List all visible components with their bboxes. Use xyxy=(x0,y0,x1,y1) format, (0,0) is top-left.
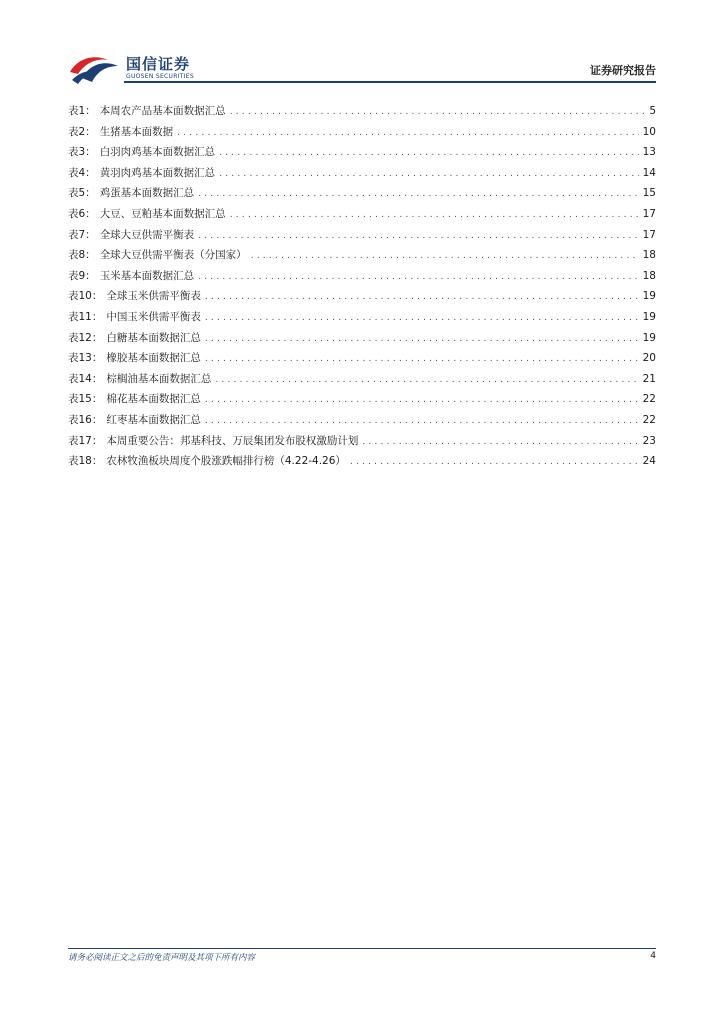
toc-entry-title: 橡胶基本面数据汇总 xyxy=(106,352,201,365)
toc-entry-page: 20 xyxy=(642,352,656,365)
toc-entry-page: 15 xyxy=(642,187,656,200)
toc-entry-label: 表3： xyxy=(68,146,96,159)
toc-entry-label: 表14： xyxy=(68,372,103,385)
toc-entry-title: 农林牧渔板块周度个股涨跌幅排行榜（4.22-4.26） xyxy=(106,455,346,468)
footer-divider xyxy=(68,948,656,949)
toc-entry[interactable] xyxy=(68,245,656,266)
header-divider xyxy=(124,81,656,83)
toc-entry-label: 表18： xyxy=(68,455,103,468)
toc-entry-label: 表4： xyxy=(68,166,96,179)
toc-entry[interactable] xyxy=(68,431,656,452)
toc-dot-leader xyxy=(230,205,639,226)
toc-entry-page: 23 xyxy=(642,434,656,447)
report-type-label: 证券研究报告 xyxy=(590,64,656,77)
toc-entry-page: 13 xyxy=(642,146,656,159)
toc-entry-label: 表11： xyxy=(68,310,103,323)
toc-entry[interactable] xyxy=(68,369,656,390)
toc-entry-title: 本周农产品基本面数据汇总 xyxy=(99,105,226,117)
toc-entry[interactable] xyxy=(68,142,656,163)
toc-entry[interactable] xyxy=(68,410,656,431)
toc-entry-title: 全球玉米供需平衡表 xyxy=(106,290,201,303)
toc-entry-title: 棉花基本面数据汇总 xyxy=(106,393,201,406)
toc-entry-title: 玉米基本面数据汇总 xyxy=(99,269,195,282)
toc-entry-label: 表7： xyxy=(68,228,96,241)
toc-entry-label: 表2： xyxy=(68,125,96,138)
toc-entry-title: 全球大豆供需平衡表（分国家） xyxy=(99,249,247,262)
toc-entry-page: 21 xyxy=(642,372,656,385)
toc-entry-label: 表1： xyxy=(68,105,96,117)
toc-dot-leader xyxy=(205,329,639,350)
toc-dot-leader xyxy=(219,143,638,164)
toc-entry[interactable] xyxy=(68,163,656,184)
toc-entry-page: 19 xyxy=(642,310,656,323)
toc-dot-leader xyxy=(215,370,638,391)
toc-entry-title: 白糖基本面数据汇总 xyxy=(106,331,201,344)
toc-entry-label: 表6： xyxy=(68,207,96,220)
toc-entry[interactable] xyxy=(68,286,656,307)
toc-entry-page: 22 xyxy=(642,393,656,406)
toc-entry-title: 中国玉米供需平衡表 xyxy=(106,310,201,323)
toc-entry-page: 19 xyxy=(642,331,656,344)
toc-entry-title: 红枣基本面数据汇总 xyxy=(106,413,201,426)
toc-entry[interactable] xyxy=(68,389,656,410)
toc-entry-page: 5 xyxy=(649,105,656,117)
footer-disclaimer: 请务必阅读正文之后的免责声明及其项下所有内容 xyxy=(68,953,256,963)
toc-dot-leader xyxy=(205,308,639,329)
toc-entry[interactable] xyxy=(68,101,656,122)
toc-entry-label: 表12： xyxy=(68,331,103,344)
toc-entry-label: 表8： xyxy=(68,249,96,262)
toc-entry[interactable] xyxy=(68,328,656,349)
toc-entry[interactable] xyxy=(68,225,656,246)
toc-entry-title: 鸡蛋基本面数据汇总 xyxy=(99,187,195,200)
toc-entry-label: 表10： xyxy=(68,290,103,303)
toc-entry-page: 10 xyxy=(642,125,656,138)
toc-dot-leader xyxy=(198,184,638,205)
toc-entry-title: 黄羽肉鸡基本面数据汇总 xyxy=(99,166,216,179)
toc-entry-page: 18 xyxy=(642,249,656,262)
toc-dot-leader xyxy=(251,246,639,267)
toc-dot-leader xyxy=(205,349,639,370)
toc-entry-title: 生猪基本面数据 xyxy=(99,125,174,138)
toc-entry-page: 14 xyxy=(642,166,656,179)
toc-dot-leader xyxy=(177,123,638,144)
toc-dot-leader xyxy=(350,452,639,473)
toc-entry-page: 18 xyxy=(642,269,656,282)
toc-dot-leader xyxy=(205,390,639,411)
toc-entry[interactable] xyxy=(68,183,656,204)
toc-dot-leader xyxy=(230,102,646,123)
toc-dot-leader xyxy=(198,267,638,288)
toc-entry-page: 17 xyxy=(642,207,656,220)
toc-dot-leader xyxy=(205,287,639,308)
table-of-contents xyxy=(68,101,656,472)
toc-dot-leader xyxy=(219,164,638,185)
toc-entry-page: 22 xyxy=(642,413,656,426)
toc-entry[interactable] xyxy=(68,451,656,472)
toc-entry-title: 棕榈油基本面数据汇总 xyxy=(106,372,212,385)
toc-entry-label: 表5： xyxy=(68,187,96,200)
page-header xyxy=(0,0,724,90)
toc-entry-title: 全球大豆供需平衡表 xyxy=(99,228,195,241)
toc-entry-title: 大豆、豆粕基本面数据汇总 xyxy=(99,207,226,220)
toc-entry[interactable] xyxy=(68,307,656,328)
logo-chinese-name: 国信证券 xyxy=(126,55,191,73)
toc-entry-page: 24 xyxy=(642,455,656,468)
toc-entry-title: 本周重要公告：邦基科技、万辰集团发布股权激励计划 xyxy=(106,434,359,447)
footer-page-number: 4 xyxy=(650,951,656,961)
toc-entry-label: 表13： xyxy=(68,352,103,365)
toc-entry-title: 白羽肉鸡基本面数据汇总 xyxy=(99,146,216,159)
toc-dot-leader xyxy=(362,432,638,453)
toc-dot-leader xyxy=(198,226,638,247)
toc-dot-leader xyxy=(205,411,639,432)
toc-entry-label: 表17： xyxy=(68,434,103,447)
logo-english-name: GUOSEN SECURITIES xyxy=(126,73,195,80)
toc-entry-page: 17 xyxy=(642,228,656,241)
toc-entry[interactable] xyxy=(68,348,656,369)
toc-entry-label: 表15： xyxy=(68,393,103,406)
toc-entry[interactable] xyxy=(68,266,656,287)
toc-entry[interactable] xyxy=(68,204,656,225)
guosen-logo-icon xyxy=(68,50,122,84)
toc-entry[interactable] xyxy=(68,122,656,143)
toc-entry-label: 表16： xyxy=(68,413,103,426)
toc-entry-page: 19 xyxy=(642,290,656,303)
toc-entry-label: 表9： xyxy=(68,269,96,282)
